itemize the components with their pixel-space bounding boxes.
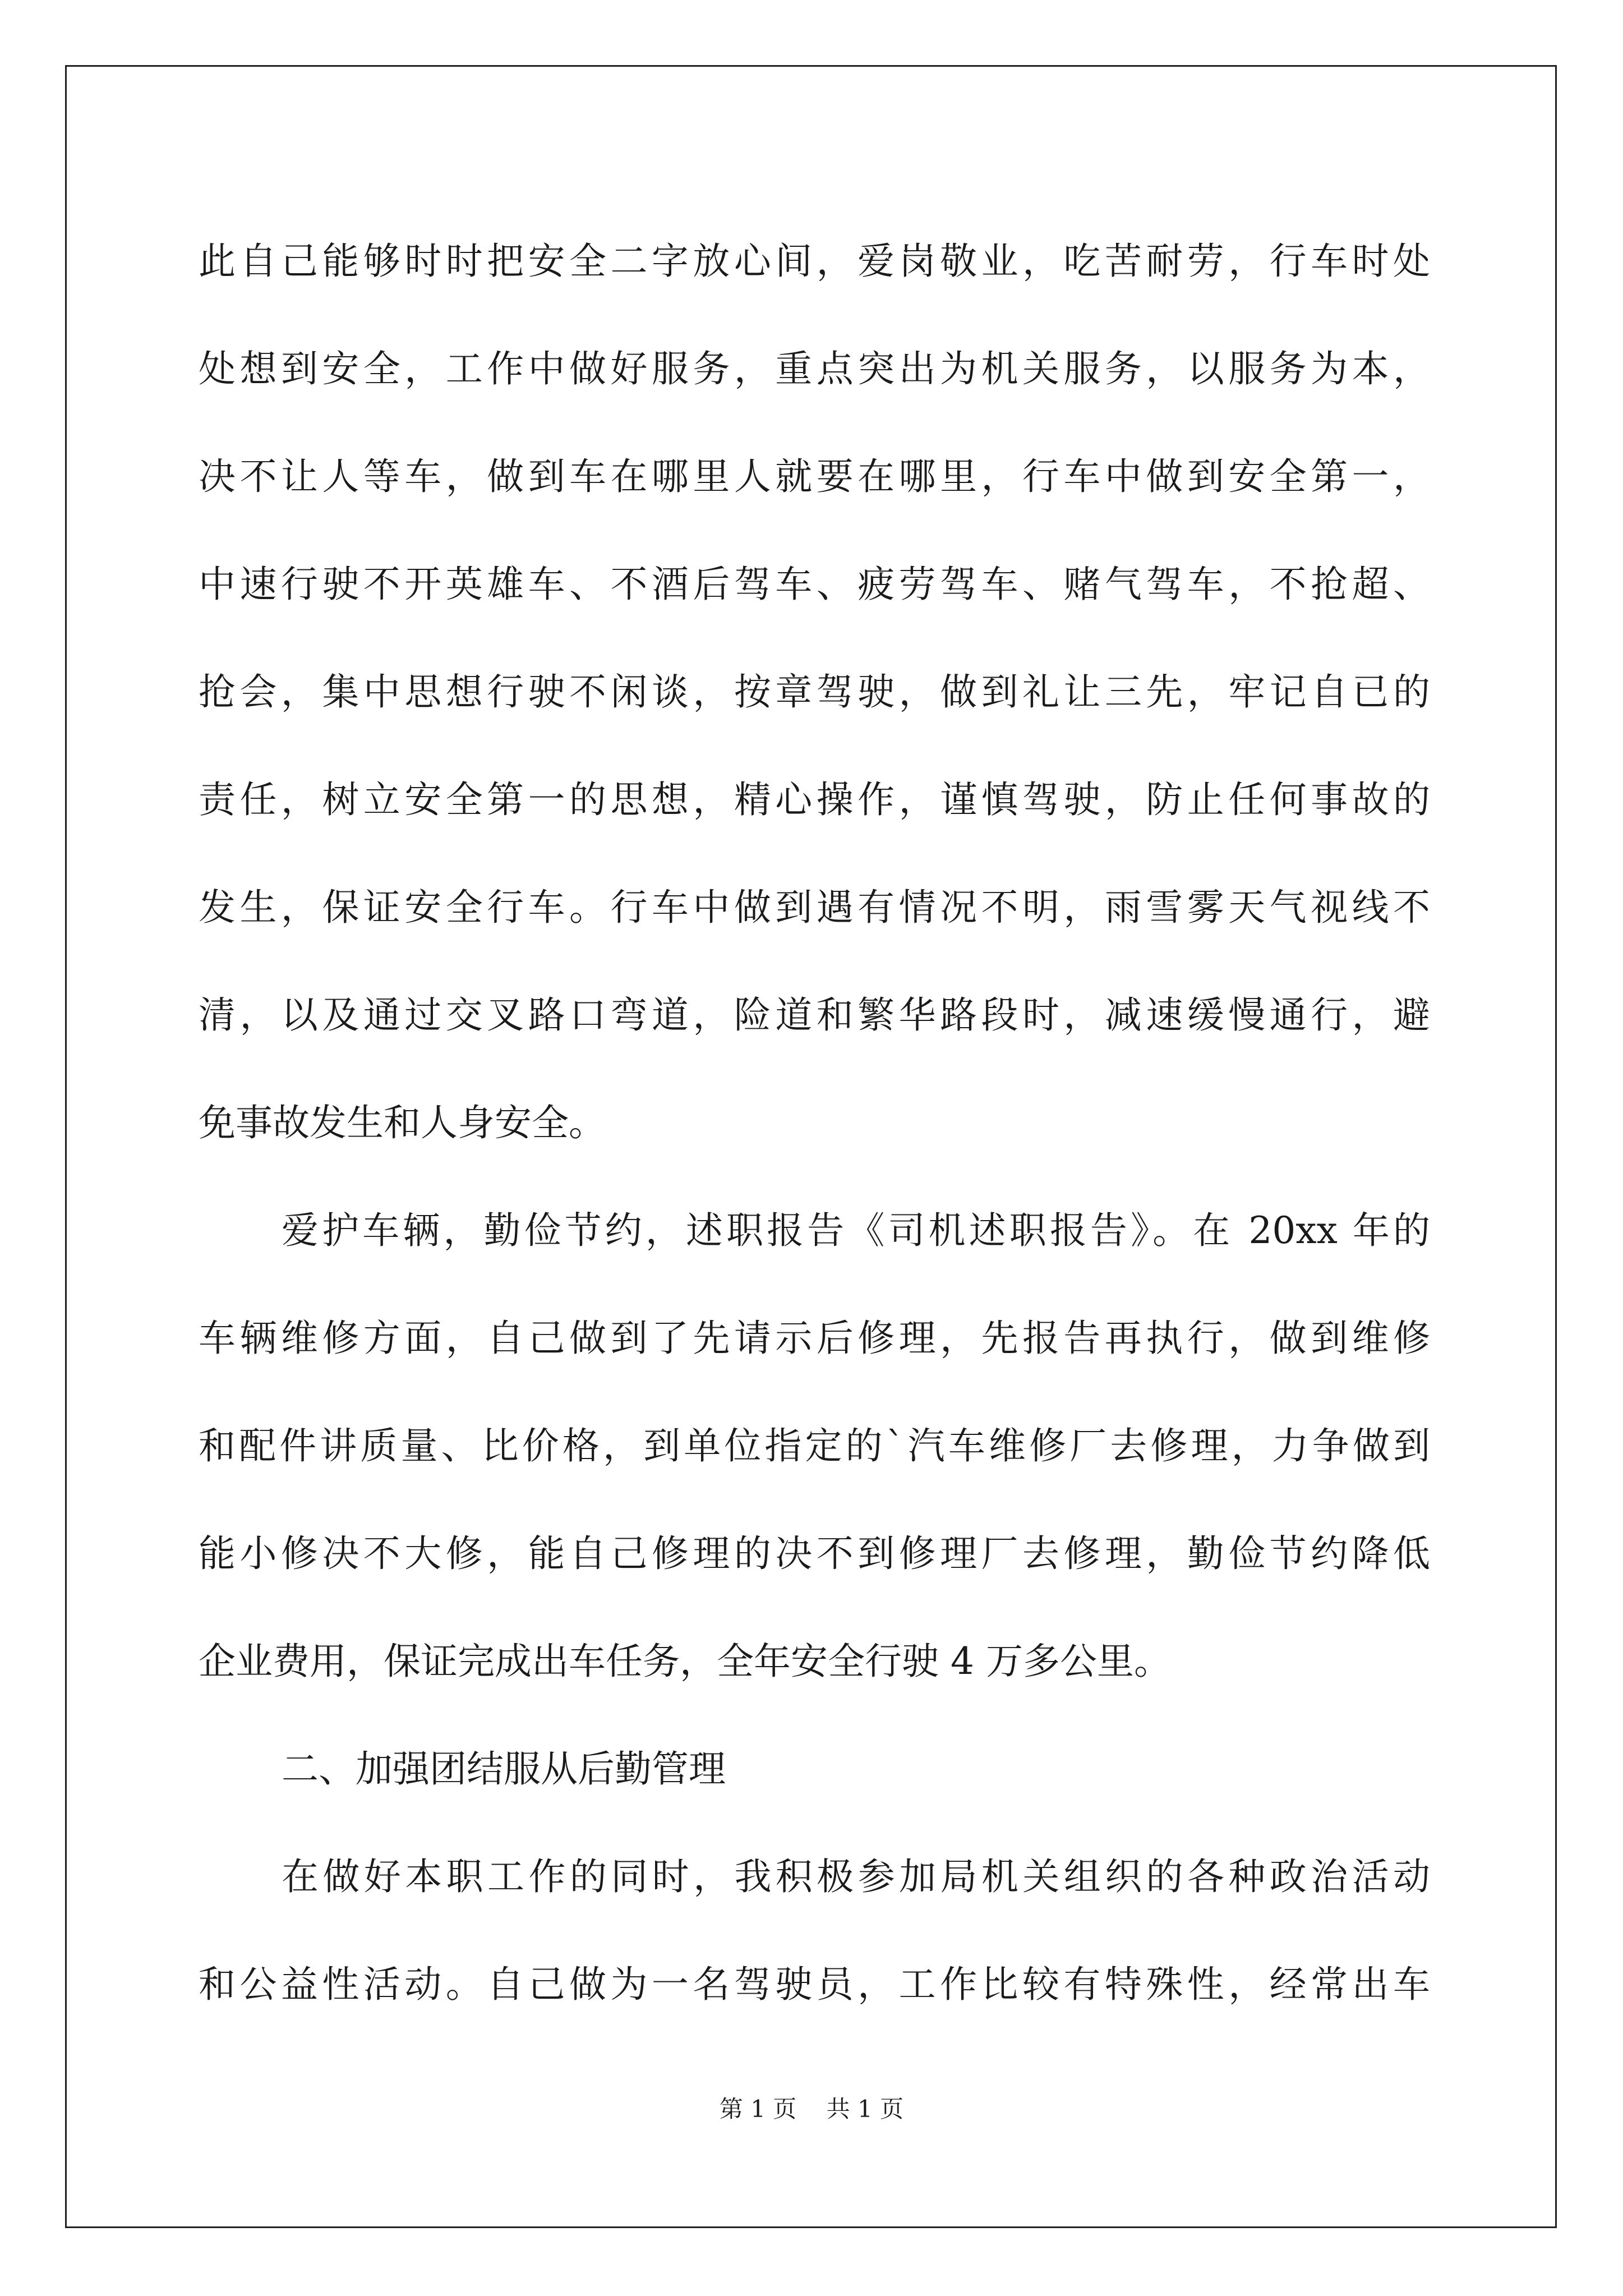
- page-total: 共 1 页: [826, 2095, 904, 2123]
- text-line: 和配件讲质量、比价格，到单位指定的`汽车维修厂去修理，力争做到: [199, 1424, 1430, 1467]
- text-line: 企业费用，保证完成出车任务，全年安全行驶 4 万多公里。: [199, 1640, 1171, 1683]
- text-line: 能小修决不大修，能自己修理的决不到修理厂去修理，勤俭节约降低: [199, 1532, 1430, 1575]
- text-line: 责任，树立安全第一的思想，精心操作，谨慎驾驶，防止任何事故的: [199, 778, 1430, 821]
- text-line: 处想到安全，工作中做好服务，重点突出为机关服务，以服务为本，: [199, 347, 1430, 390]
- text-line: 和公益性活动。自己做为一名驾驶员，工作比较有特殊性，经常出车: [199, 1963, 1430, 2006]
- text-line: 发生，保证安全行车。行车中做到遇有情况不明，雨雪雾天气视线不: [199, 886, 1430, 929]
- text-line: 车辆维修方面，自己做到了先请示后修理，先报告再执行，做到维修: [199, 1317, 1430, 1360]
- text-line: 在做好本职工作的同时，我积极参加局机关组织的各种政治活动: [282, 1855, 1430, 1898]
- text-line: 清，以及通过交叉路口弯道，险道和繁华路段时，减速缓慢通行，避: [199, 993, 1430, 1037]
- text-line: 爱护车辆，勤俭节约，述职报告《司机述职报告》。在 20xx 年的: [282, 1209, 1430, 1252]
- text-line: 二、加强团结服从后勤管理: [282, 1747, 726, 1791]
- page-number: 第 1 页: [719, 2095, 797, 2123]
- page-footer: [0, 2092, 1623, 2126]
- text-line: 免事故发生和人身安全。: [199, 1101, 606, 1144]
- text-line: 此自己能够时时把安全二字放心间，爱岗敬业，吃苦耐劳，行车时处: [199, 240, 1430, 283]
- document-body: [199, 208, 1430, 2039]
- text-line: 中速行驶不开英雄车、不酒后驾车、疲劳驾车、赌气驾车，不抢超、: [199, 563, 1430, 606]
- text-line: 抢会，集中思想行驶不闲谈，按章驾驶，做到礼让三先，牢记自已的: [199, 670, 1430, 714]
- text-line: 决不让人等车，做到车在哪里人就要在哪里，行车中做到安全第一，: [199, 455, 1430, 498]
